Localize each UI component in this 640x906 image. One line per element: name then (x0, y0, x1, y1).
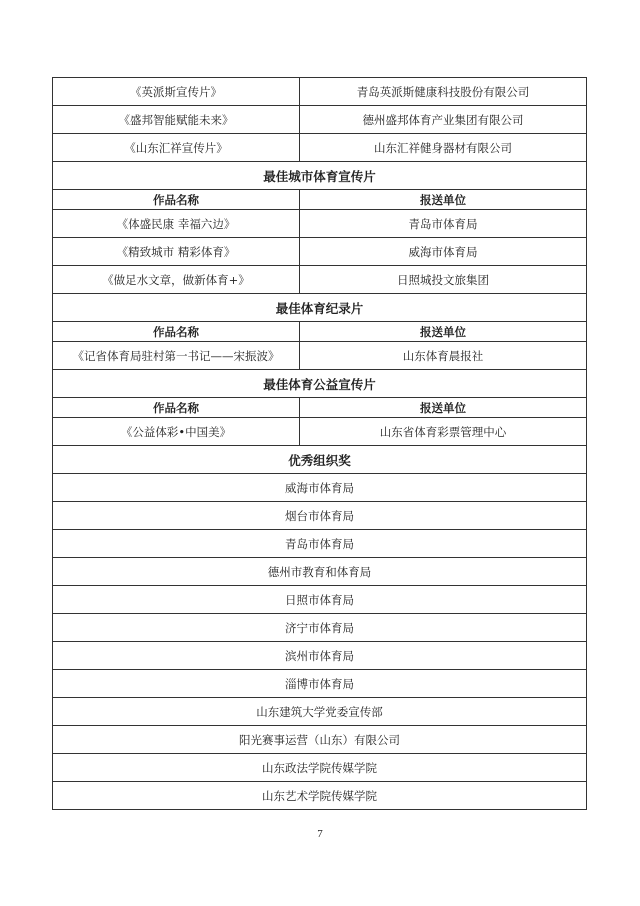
organization-row (53, 782, 587, 810)
organization-name-cell: 青岛市体育局 (53, 530, 587, 558)
organization-name-cell: 阳光赛事运营（山东）有限公司 (53, 726, 587, 754)
table-row (53, 418, 587, 446)
submitting-unit-cell: 山东汇祥健身器材有限公司 (300, 134, 587, 162)
submitting-unit-cell: 日照城投文旅集团 (300, 266, 587, 294)
organization-name-cell: 德州市教育和体育局 (53, 558, 587, 586)
organization-name-cell: 日照市体育局 (53, 586, 587, 614)
organization-row (53, 558, 587, 586)
work-name-cell: 《英派斯宣传片》 (53, 78, 300, 106)
column-header-work-name: 作品名称 (53, 398, 300, 418)
submitting-unit-cell: 青岛市体育局 (300, 210, 587, 238)
organization-name-cell: 威海市体育局 (53, 474, 587, 502)
work-name-cell: 《盛邦智能赋能未来》 (53, 106, 300, 134)
section-title: 最佳体育纪录片 (53, 294, 587, 322)
section-title-row (53, 370, 587, 398)
organization-name-cell: 淄博市体育局 (53, 670, 587, 698)
organization-row (53, 726, 587, 754)
section-title: 优秀组织奖 (53, 446, 587, 474)
organization-name-cell: 济宁市体育局 (53, 614, 587, 642)
table-row (53, 342, 587, 370)
work-name-cell: 《记省体育局驻村第一书记——宋振波》 (53, 342, 300, 370)
table-row (53, 106, 587, 134)
organization-name-cell: 山东艺术学院传媒学院 (53, 782, 587, 810)
organization-name-cell: 山东政法学院传媒学院 (53, 754, 587, 782)
organization-row (53, 754, 587, 782)
work-name-cell: 《精致城市 精彩体育》 (53, 238, 300, 266)
table-row (53, 266, 587, 294)
work-name-cell: 《公益体彩•中国美》 (53, 418, 300, 446)
table-row (53, 210, 587, 238)
organization-row (53, 614, 587, 642)
organization-row (53, 586, 587, 614)
page-number: 7 (317, 828, 323, 840)
submitting-unit-cell: 威海市体育局 (300, 238, 587, 266)
section-title: 最佳城市体育宣传片 (53, 162, 587, 190)
organization-row (53, 642, 587, 670)
column-header-row (53, 322, 587, 342)
column-header-submitting-unit: 报送单位 (300, 190, 587, 210)
table-row (53, 238, 587, 266)
organization-name-cell: 滨州市体育局 (53, 642, 587, 670)
section-title-row (53, 446, 587, 474)
work-name-cell: 《山东汇祥宣传片》 (53, 134, 300, 162)
work-name-cell: 《体盛民康 幸福六边》 (53, 210, 300, 238)
section-title-row (53, 162, 587, 190)
column-header-row (53, 398, 587, 418)
submitting-unit-cell: 山东省体育彩票管理中心 (300, 418, 587, 446)
column-header-submitting-unit: 报送单位 (300, 398, 587, 418)
table-row (53, 134, 587, 162)
organization-row (53, 530, 587, 558)
section-title: 最佳体育公益宣传片 (53, 370, 587, 398)
column-header-work-name: 作品名称 (53, 322, 300, 342)
organization-row (53, 474, 587, 502)
submitting-unit-cell: 山东体育晨报社 (300, 342, 587, 370)
section-title-row (53, 294, 587, 322)
organization-name-cell: 山东建筑大学党委宣传部 (53, 698, 587, 726)
submitting-unit-cell: 青岛英派斯健康科技股份有限公司 (300, 78, 587, 106)
organization-row (53, 670, 587, 698)
organization-row (53, 502, 587, 530)
work-name-cell: 《做足水文章，做新体育+》 (53, 266, 300, 294)
awards-table (52, 77, 587, 810)
submitting-unit-cell: 德州盛邦体育产业集团有限公司 (300, 106, 587, 134)
organization-row (53, 698, 587, 726)
awards-table-body (53, 78, 587, 810)
column-header-submitting-unit: 报送单位 (300, 322, 587, 342)
organization-name-cell: 烟台市体育局 (53, 502, 587, 530)
column-header-work-name: 作品名称 (53, 190, 300, 210)
table-row (53, 78, 587, 106)
column-header-row (53, 190, 587, 210)
